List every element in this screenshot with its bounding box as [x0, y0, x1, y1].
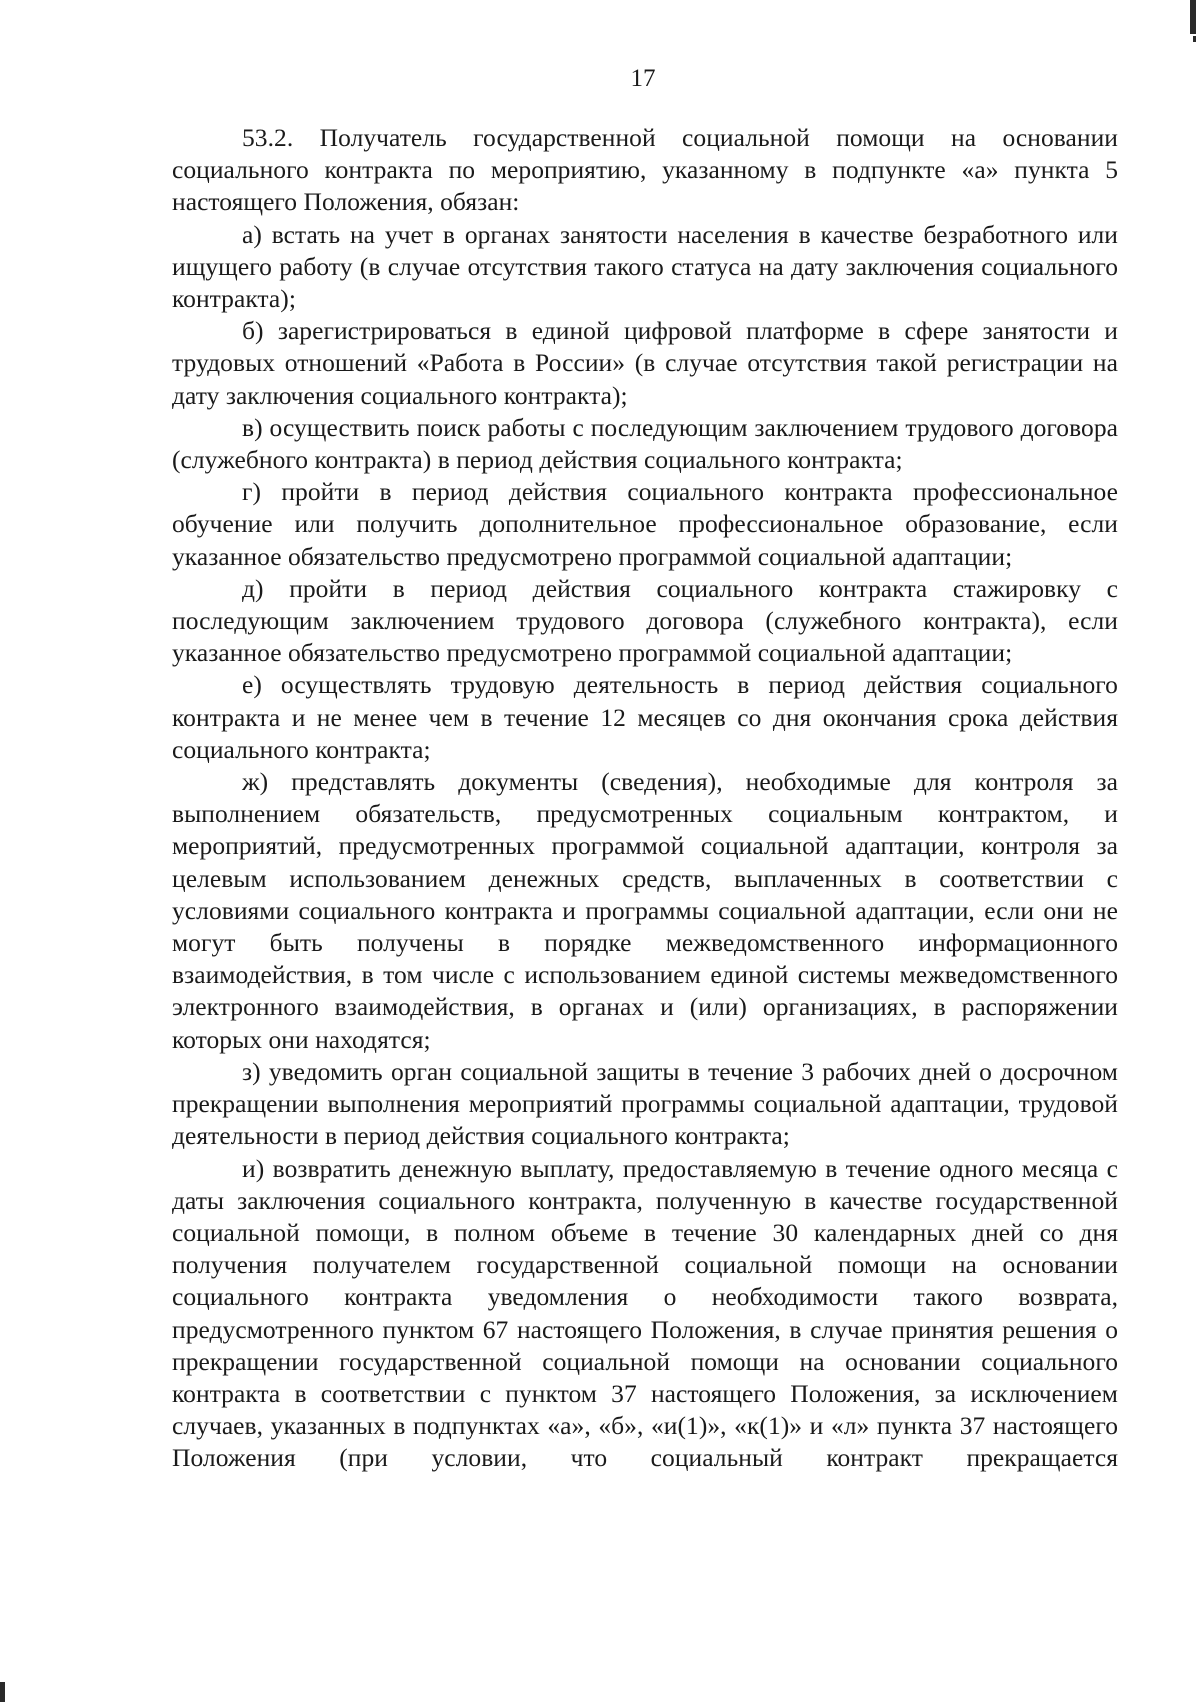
paragraph-item-z: з) уведомить орган социальной защиты в течение 3 рабочих дней о досрочном прекращении выполнения мероприятий программы социальной адаптации, трудовой деятельности в период действия социального контракта;	[172, 1056, 1118, 1151]
scan-edge-mark	[0, 1682, 5, 1702]
paragraph-item-b: б) зарегистрироваться в единой цифровой платформе в сфере занятости и трудовых отношений «Работа в России» (в случае отсутствия такой регистрации на дату заключения социального контракта);	[172, 316, 1118, 410]
scan-edge-mark	[1193, 36, 1196, 42]
paragraph-item-i: и) возвратить денежную выплату, предоставляемую в течение одного месяца с даты заключения социального контракта, полученную в качестве государственной социальной помощи, в полном объеме в течение 30 календарных дней со дня получения получателем государственной социальной помощи на основании социального контракта уведомления о необходимости такого возврата, предусмотренного пунктом 67 настоящего Положения, в случае принятия решения о прекращении государственной социальной помощи на основании социального контракта в соответствии с пунктом 37 настоящего Положения, за исключением случаев, указанных в подпунктах «а», «б», «и(1)», «к(1)» и «л» пункта 37 настоящего Положения (при условии, что социальный контракт прекращается	[172, 1153, 1118, 1473]
paragraph-item-g: г) пройти в период действия социального контракта профессиональное обучение или получить дополнительное профессиональное образование, если указанное обязательство предусмотрено программой социальной адаптации;	[172, 477, 1118, 571]
paragraph-item-d: д) пройти в период действия социального контракта стажировку с последующим заключением трудового договора (служебного контракта), если указанное обязательство предусмотрено программой социальной адаптации;	[172, 573, 1118, 668]
page-number: 17	[630, 65, 656, 92]
scan-edge-mark	[1190, 0, 1196, 34]
paragraph-item-v: в) осуществить поиск работы с последующим заключением трудового договора (служебного контракта) в период действия социального контракта;	[172, 412, 1118, 475]
paragraph-item-e: е) осуществлять трудовую деятельность в период действия социального контракта и не менее чем в течение 12 месяцев со дня окончания срока действия социального контракта;	[172, 670, 1118, 764]
document-body	[172, 122, 1118, 1475]
paragraph-53-2: 53.2. Получатель государственной социальной помощи на основании социального контракта по мероприятию, указанному в подпункте «а» пункта 5 настоящего Положения, обязан:	[172, 123, 1118, 217]
paragraph-item-zh: ж) представлять документы (сведения), необходимые для контроля за выполнением обязательств, предусмотренных социальным контрактом, и мероприятий, предусмотренных программой социальной адаптации, контроля за целевым использованием денежных средств, выплаченных в соответствии с условиями социального контракта и программы социальной адаптации, если они не могут быть получены в порядке межведомственного информационного взаимодействия, в том числе с использованием единой системы межведомственного электронного взаимодействия, в органах и (или) организациях, в распоряжении которых они находятся;	[172, 767, 1118, 1054]
paragraph-item-a: а) встать на учет в органах занятости населения в качестве безработного или ищущего работу (в случае отсутствия такого статуса на дату заключения социального контракта);	[172, 219, 1118, 314]
